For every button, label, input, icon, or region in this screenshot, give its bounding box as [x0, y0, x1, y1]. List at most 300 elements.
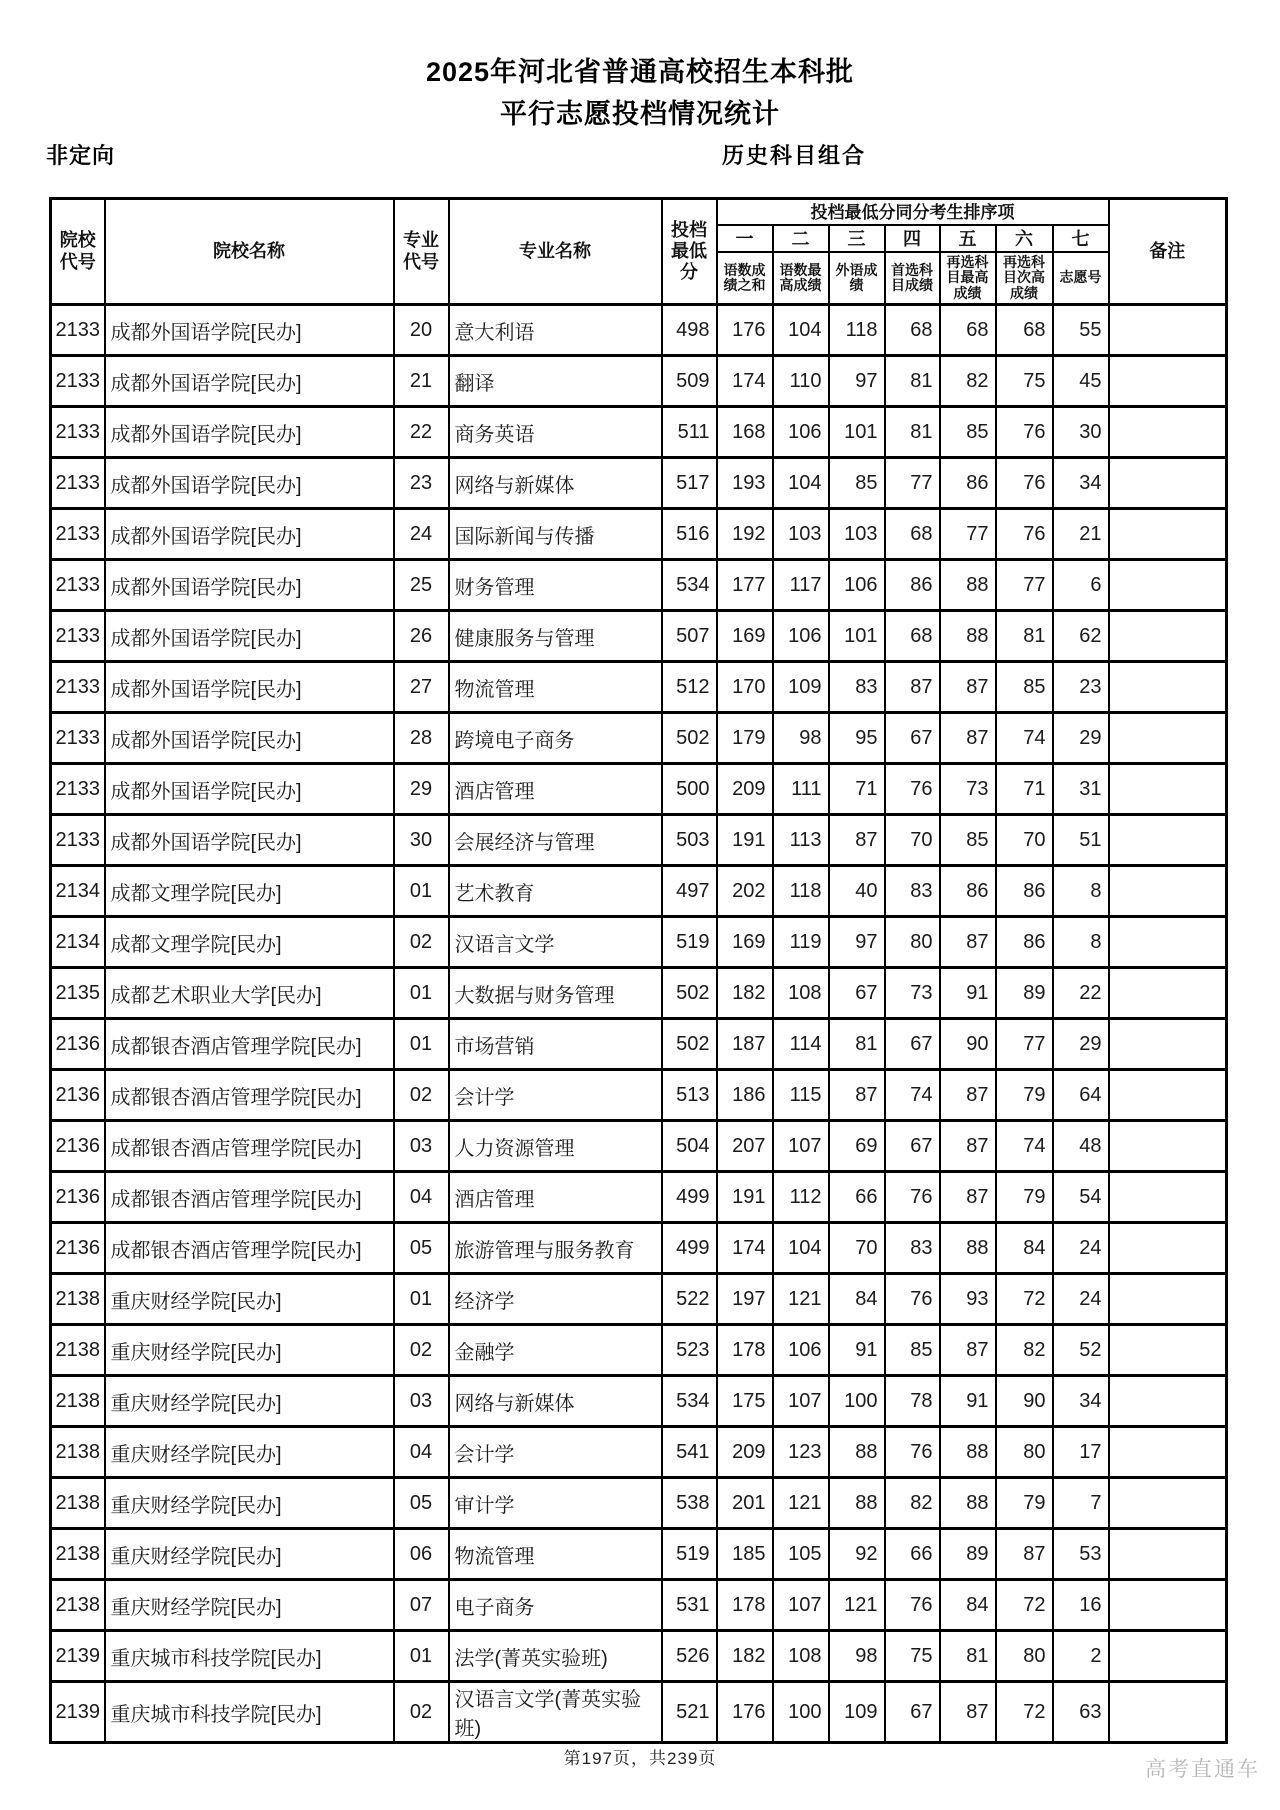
cell-major-code: 26 [394, 611, 449, 662]
header-ordinal-7: 七 [1053, 225, 1109, 252]
cell-college-code: 2134 [51, 917, 105, 968]
table-row [51, 1121, 1227, 1172]
cell-major-code: 01 [394, 1019, 449, 1070]
table-row [51, 1478, 1227, 1529]
admission-table [49, 197, 1228, 1744]
cell-tiebreak-7: 55 [1053, 305, 1109, 356]
cell-tiebreak-3: 88 [829, 1478, 885, 1529]
cell-major-name: 汉语言文学 [449, 917, 662, 968]
cell-tiebreak-5: 87 [940, 1325, 996, 1376]
cell-min-score: 504 [662, 1121, 717, 1172]
header-tiebreak-7: 志愿号 [1053, 252, 1109, 305]
cell-min-score: 519 [662, 917, 717, 968]
cell-tiebreak-7: 8 [1053, 866, 1109, 917]
cell-tiebreak-2: 121 [773, 1274, 829, 1325]
cell-min-score: 502 [662, 713, 717, 764]
cell-major-name: 跨境电子商务 [449, 713, 662, 764]
cell-tiebreak-5: 85 [940, 815, 996, 866]
cell-tiebreak-6: 79 [996, 1172, 1053, 1223]
cell-tiebreak-1: 182 [717, 1631, 773, 1682]
cell-tiebreak-2: 119 [773, 917, 829, 968]
cell-tiebreak-3: 106 [829, 560, 885, 611]
cell-remark [1109, 509, 1227, 560]
header-tiebreak-6: 再选科目次高成绩 [996, 252, 1053, 305]
cell-tiebreak-4: 76 [885, 764, 940, 815]
cell-college-name: 重庆财经学院[民办] [105, 1529, 394, 1580]
header-tiebreak-1: 语数成绩之和 [717, 252, 773, 305]
cell-college-code: 2133 [51, 662, 105, 713]
cell-college-name: 成都艺术职业大学[民办] [105, 968, 394, 1019]
cell-min-score: 511 [662, 407, 717, 458]
cell-tiebreak-2: 113 [773, 815, 829, 866]
cell-min-score: 499 [662, 1223, 717, 1274]
table-row [51, 1427, 1227, 1478]
cell-tiebreak-4: 78 [885, 1376, 940, 1427]
cell-tiebreak-4: 76 [885, 1427, 940, 1478]
cell-tiebreak-2: 108 [773, 968, 829, 1019]
table-body [51, 305, 1227, 1743]
cell-tiebreak-2: 109 [773, 662, 829, 713]
cell-tiebreak-7: 8 [1053, 917, 1109, 968]
cell-college-name: 重庆财经学院[民办] [105, 1478, 394, 1529]
table-row [51, 1223, 1227, 1274]
cell-tiebreak-5: 87 [940, 662, 996, 713]
cell-major-code: 01 [394, 1631, 449, 1682]
cell-min-score: 512 [662, 662, 717, 713]
cell-tiebreak-6: 79 [996, 1478, 1053, 1529]
table-row [51, 560, 1227, 611]
cell-tiebreak-4: 80 [885, 917, 940, 968]
cell-college-code: 2136 [51, 1172, 105, 1223]
cell-major-name: 商务英语 [449, 407, 662, 458]
cell-tiebreak-1: 209 [717, 1427, 773, 1478]
cell-tiebreak-3: 81 [829, 1019, 885, 1070]
cell-tiebreak-1: 182 [717, 968, 773, 1019]
table-row [51, 662, 1227, 713]
cell-tiebreak-2: 104 [773, 458, 829, 509]
cell-tiebreak-7: 64 [1053, 1070, 1109, 1121]
cell-tiebreak-7: 48 [1053, 1121, 1109, 1172]
header-major-code: 专业代号 [394, 199, 449, 305]
cell-tiebreak-6: 80 [996, 1631, 1053, 1682]
cell-tiebreak-7: 31 [1053, 764, 1109, 815]
cell-college-name: 成都文理学院[民办] [105, 866, 394, 917]
cell-major-name: 法学(菁英实验班) [449, 1631, 662, 1682]
cell-min-score: 498 [662, 305, 717, 356]
cell-tiebreak-7: 62 [1053, 611, 1109, 662]
cell-tiebreak-5: 91 [940, 968, 996, 1019]
cell-major-code: 20 [394, 305, 449, 356]
cell-tiebreak-3: 98 [829, 1631, 885, 1682]
page-title-line2: 平行志愿投档情况统计 [500, 99, 780, 129]
cell-min-score: 507 [662, 611, 717, 662]
header-tiebreak-3: 外语成绩 [829, 252, 885, 305]
cell-major-code: 04 [394, 1427, 449, 1478]
cell-remark [1109, 968, 1227, 1019]
cell-tiebreak-6: 81 [996, 611, 1053, 662]
cell-major-name: 金融学 [449, 1325, 662, 1376]
cell-college-code: 2138 [51, 1427, 105, 1478]
cell-tiebreak-6: 72 [996, 1580, 1053, 1631]
cell-major-code: 02 [394, 1070, 449, 1121]
cell-college-code: 2133 [51, 611, 105, 662]
cell-tiebreak-6: 86 [996, 917, 1053, 968]
cell-tiebreak-6: 75 [996, 356, 1053, 407]
table-row [51, 764, 1227, 815]
cell-tiebreak-5: 85 [940, 407, 996, 458]
cell-tiebreak-1: 169 [717, 611, 773, 662]
cell-tiebreak-3: 92 [829, 1529, 885, 1580]
cell-remark [1109, 866, 1227, 917]
cell-tiebreak-4: 68 [885, 509, 940, 560]
cell-tiebreak-6: 82 [996, 1325, 1053, 1376]
cell-college-name: 重庆城市科技学院[民办] [105, 1682, 394, 1743]
cell-min-score: 499 [662, 1172, 717, 1223]
cell-tiebreak-3: 87 [829, 1070, 885, 1121]
cell-tiebreak-2: 123 [773, 1427, 829, 1478]
cell-tiebreak-3: 84 [829, 1274, 885, 1325]
cell-major-code: 06 [394, 1529, 449, 1580]
cell-major-code: 27 [394, 662, 449, 713]
cell-major-name: 艺术教育 [449, 866, 662, 917]
cell-tiebreak-5: 89 [940, 1529, 996, 1580]
cell-remark [1109, 1121, 1227, 1172]
cell-major-code: 07 [394, 1580, 449, 1631]
cell-remark [1109, 1631, 1227, 1682]
cell-tiebreak-6: 72 [996, 1682, 1053, 1743]
cell-remark [1109, 917, 1227, 968]
cell-tiebreak-6: 79 [996, 1070, 1053, 1121]
cell-tiebreak-7: 24 [1053, 1223, 1109, 1274]
cell-tiebreak-1: 192 [717, 509, 773, 560]
table-row [51, 458, 1227, 509]
cell-college-code: 2133 [51, 764, 105, 815]
cell-tiebreak-3: 97 [829, 356, 885, 407]
cell-major-name: 电子商务 [449, 1580, 662, 1631]
cell-college-name: 重庆财经学院[民办] [105, 1274, 394, 1325]
cell-min-score: 509 [662, 356, 717, 407]
cell-tiebreak-5: 88 [940, 1223, 996, 1274]
cell-tiebreak-1: 174 [717, 1223, 773, 1274]
cell-major-name: 健康服务与管理 [449, 611, 662, 662]
cell-tiebreak-3: 69 [829, 1121, 885, 1172]
cell-tiebreak-5: 88 [940, 1478, 996, 1529]
cell-tiebreak-4: 76 [885, 1580, 940, 1631]
header-major-name: 专业名称 [449, 199, 662, 305]
cell-college-name: 成都外国语学院[民办] [105, 764, 394, 815]
cell-min-score: 538 [662, 1478, 717, 1529]
cell-tiebreak-5: 87 [940, 917, 996, 968]
cell-tiebreak-2: 103 [773, 509, 829, 560]
cell-tiebreak-2: 112 [773, 1172, 829, 1223]
cell-tiebreak-6: 70 [996, 815, 1053, 866]
cell-major-name: 意大利语 [449, 305, 662, 356]
cell-major-code: 28 [394, 713, 449, 764]
cell-min-score: 526 [662, 1631, 717, 1682]
cell-tiebreak-1: 201 [717, 1478, 773, 1529]
cell-tiebreak-1: 169 [717, 917, 773, 968]
cell-tiebreak-1: 178 [717, 1325, 773, 1376]
cell-tiebreak-7: 24 [1053, 1274, 1109, 1325]
cell-tiebreak-2: 115 [773, 1070, 829, 1121]
cell-college-code: 2138 [51, 1376, 105, 1427]
cell-min-score: 513 [662, 1070, 717, 1121]
cell-college-code: 2133 [51, 815, 105, 866]
cell-tiebreak-5: 88 [940, 560, 996, 611]
cell-tiebreak-5: 87 [940, 1172, 996, 1223]
cell-tiebreak-7: 52 [1053, 1325, 1109, 1376]
cell-tiebreak-5: 86 [940, 866, 996, 917]
cell-tiebreak-5: 88 [940, 611, 996, 662]
cell-college-code: 2136 [51, 1121, 105, 1172]
cell-tiebreak-6: 77 [996, 560, 1053, 611]
cell-tiebreak-6: 80 [996, 1427, 1053, 1478]
cell-min-score: 497 [662, 866, 717, 917]
cell-tiebreak-7: 30 [1053, 407, 1109, 458]
cell-tiebreak-1: 209 [717, 764, 773, 815]
table-row [51, 1019, 1227, 1070]
cell-tiebreak-1: 186 [717, 1070, 773, 1121]
cell-tiebreak-2: 98 [773, 713, 829, 764]
cell-remark [1109, 1070, 1227, 1121]
cell-college-code: 2138 [51, 1325, 105, 1376]
cell-college-name: 成都银杏酒店管理学院[民办] [105, 1121, 394, 1172]
cell-tiebreak-2: 121 [773, 1478, 829, 1529]
cell-tiebreak-2: 106 [773, 611, 829, 662]
header-college-name: 院校名称 [105, 199, 394, 305]
cell-college-name: 成都外国语学院[民办] [105, 509, 394, 560]
cell-major-code: 01 [394, 1274, 449, 1325]
table-row [51, 1172, 1227, 1223]
cell-college-name: 重庆城市科技学院[民办] [105, 1631, 394, 1682]
cell-min-score: 502 [662, 968, 717, 1019]
cell-tiebreak-1: 170 [717, 662, 773, 713]
cell-min-score: 500 [662, 764, 717, 815]
cell-college-code: 2139 [51, 1682, 105, 1743]
cell-major-code: 04 [394, 1172, 449, 1223]
cell-tiebreak-5: 82 [940, 356, 996, 407]
cell-tiebreak-4: 68 [885, 305, 940, 356]
cell-major-code: 02 [394, 1325, 449, 1376]
cell-remark [1109, 1376, 1227, 1427]
cell-tiebreak-7: 29 [1053, 1019, 1109, 1070]
cell-tiebreak-7: 34 [1053, 458, 1109, 509]
cell-college-name: 成都文理学院[民办] [105, 917, 394, 968]
page-title-line1: 2025年河北省普通高校招生本科批 [425, 57, 855, 87]
cell-tiebreak-3: 87 [829, 815, 885, 866]
cell-tiebreak-4: 68 [885, 611, 940, 662]
cell-tiebreak-2: 114 [773, 1019, 829, 1070]
cell-tiebreak-1: 176 [717, 1682, 773, 1743]
cell-remark [1109, 1580, 1227, 1631]
cell-tiebreak-3: 91 [829, 1325, 885, 1376]
cell-tiebreak-4: 66 [885, 1529, 940, 1580]
cell-major-name: 人力资源管理 [449, 1121, 662, 1172]
cell-tiebreak-5: 87 [940, 1070, 996, 1121]
cell-tiebreak-4: 73 [885, 968, 940, 1019]
cell-college-code: 2138 [51, 1529, 105, 1580]
cell-tiebreak-3: 101 [829, 611, 885, 662]
cell-major-name: 翻译 [449, 356, 662, 407]
cell-tiebreak-1: 176 [717, 305, 773, 356]
table-header [51, 199, 1227, 305]
cell-tiebreak-3: 71 [829, 764, 885, 815]
cell-college-name: 成都银杏酒店管理学院[民办] [105, 1019, 394, 1070]
cell-major-code: 29 [394, 764, 449, 815]
cell-remark [1109, 1427, 1227, 1478]
table-row [51, 509, 1227, 560]
cell-tiebreak-3: 88 [829, 1427, 885, 1478]
cell-major-code: 23 [394, 458, 449, 509]
header-tiebreak-group: 投档最低分同分考生排序项 [717, 199, 1109, 226]
cell-tiebreak-4: 83 [885, 866, 940, 917]
cell-college-code: 2133 [51, 305, 105, 356]
cell-tiebreak-7: 17 [1053, 1427, 1109, 1478]
cell-major-name: 国际新闻与传播 [449, 509, 662, 560]
cell-tiebreak-3: 40 [829, 866, 885, 917]
cell-tiebreak-2: 111 [773, 764, 829, 815]
cell-tiebreak-3: 85 [829, 458, 885, 509]
cell-major-name: 酒店管理 [449, 1172, 662, 1223]
cell-major-name: 网络与新媒体 [449, 1376, 662, 1427]
cell-min-score: 531 [662, 1580, 717, 1631]
cell-major-name: 物流管理 [449, 662, 662, 713]
cell-major-code: 03 [394, 1121, 449, 1172]
header-ordinal-3: 三 [829, 225, 885, 252]
cell-tiebreak-1: 174 [717, 356, 773, 407]
cell-college-name: 成都外国语学院[民办] [105, 356, 394, 407]
cell-tiebreak-4: 67 [885, 1682, 940, 1743]
cell-tiebreak-4: 83 [885, 1223, 940, 1274]
header-remark: 备注 [1109, 199, 1227, 305]
cell-college-code: 2136 [51, 1070, 105, 1121]
cell-tiebreak-7: 7 [1053, 1478, 1109, 1529]
cell-major-name: 物流管理 [449, 1529, 662, 1580]
cell-tiebreak-1: 202 [717, 866, 773, 917]
cell-remark [1109, 764, 1227, 815]
cell-tiebreak-1: 207 [717, 1121, 773, 1172]
cell-tiebreak-2: 110 [773, 356, 829, 407]
cell-major-code: 03 [394, 1376, 449, 1427]
cell-college-code: 2133 [51, 560, 105, 611]
cell-tiebreak-1: 191 [717, 1172, 773, 1223]
cell-college-name: 重庆财经学院[民办] [105, 1580, 394, 1631]
cell-tiebreak-5: 84 [940, 1580, 996, 1631]
cell-tiebreak-4: 87 [885, 662, 940, 713]
cell-tiebreak-7: 22 [1053, 968, 1109, 1019]
cell-tiebreak-1: 177 [717, 560, 773, 611]
cell-tiebreak-6: 71 [996, 764, 1053, 815]
cell-tiebreak-3: 97 [829, 917, 885, 968]
cell-tiebreak-7: 21 [1053, 509, 1109, 560]
table-row [51, 611, 1227, 662]
table-row [51, 305, 1227, 356]
cell-min-score: 503 [662, 815, 717, 866]
cell-tiebreak-1: 185 [717, 1529, 773, 1580]
cell-college-code: 2134 [51, 866, 105, 917]
cell-college-name: 成都外国语学院[民办] [105, 611, 394, 662]
cell-tiebreak-4: 74 [885, 1070, 940, 1121]
cell-major-name: 旅游管理与服务教育 [449, 1223, 662, 1274]
cell-min-score: 516 [662, 509, 717, 560]
table-row [51, 866, 1227, 917]
cell-tiebreak-4: 67 [885, 1121, 940, 1172]
cell-college-name: 成都外国语学院[民办] [105, 662, 394, 713]
cell-tiebreak-4: 67 [885, 713, 940, 764]
cell-major-code: 02 [394, 1682, 449, 1743]
cell-major-name: 大数据与财务管理 [449, 968, 662, 1019]
cell-remark [1109, 1172, 1227, 1223]
cell-tiebreak-5: 73 [940, 764, 996, 815]
cell-college-code: 2136 [51, 1223, 105, 1274]
page-number: 第197页，共239页 [563, 1749, 717, 1768]
table-row [51, 356, 1227, 407]
cell-college-name: 重庆财经学院[民办] [105, 1376, 394, 1427]
cell-min-score: 517 [662, 458, 717, 509]
cell-tiebreak-5: 86 [940, 458, 996, 509]
cell-college-name: 成都银杏酒店管理学院[民办] [105, 1223, 394, 1274]
cell-tiebreak-3: 109 [829, 1682, 885, 1743]
cell-tiebreak-5: 87 [940, 1121, 996, 1172]
cell-remark [1109, 356, 1227, 407]
cell-tiebreak-4: 67 [885, 1019, 940, 1070]
cell-tiebreak-1: 197 [717, 1274, 773, 1325]
cell-min-score: 519 [662, 1529, 717, 1580]
cell-major-name: 审计学 [449, 1478, 662, 1529]
cell-major-code: 01 [394, 866, 449, 917]
cell-tiebreak-2: 107 [773, 1121, 829, 1172]
cell-tiebreak-4: 75 [885, 1631, 940, 1682]
cell-major-name: 会展经济与管理 [449, 815, 662, 866]
cell-min-score: 541 [662, 1427, 717, 1478]
header-ordinal-1: 一 [717, 225, 773, 252]
cell-tiebreak-2: 118 [773, 866, 829, 917]
table-row [51, 1580, 1227, 1631]
cell-remark [1109, 458, 1227, 509]
header-tiebreak-4: 首选科目成绩 [885, 252, 940, 305]
cell-remark [1109, 1274, 1227, 1325]
label-non-directional: 非定向 [46, 143, 116, 168]
cell-major-name: 经济学 [449, 1274, 662, 1325]
header-tiebreak-5: 再选科目最高成绩 [940, 252, 996, 305]
cell-tiebreak-6: 68 [996, 305, 1053, 356]
cell-college-code: 2136 [51, 1019, 105, 1070]
cell-tiebreak-1: 187 [717, 1019, 773, 1070]
cell-min-score: 522 [662, 1274, 717, 1325]
cell-tiebreak-6: 74 [996, 713, 1053, 764]
cell-college-name: 重庆财经学院[民办] [105, 1325, 394, 1376]
table-row [51, 917, 1227, 968]
cell-tiebreak-1: 191 [717, 815, 773, 866]
cell-college-name: 成都银杏酒店管理学院[民办] [105, 1070, 394, 1121]
table-row [51, 713, 1227, 764]
cell-tiebreak-7: 53 [1053, 1529, 1109, 1580]
cell-tiebreak-5: 81 [940, 1631, 996, 1682]
cell-tiebreak-5: 77 [940, 509, 996, 560]
cell-major-code: 02 [394, 917, 449, 968]
cell-remark [1109, 1019, 1227, 1070]
cell-college-name: 重庆财经学院[民办] [105, 1427, 394, 1478]
table-row [51, 407, 1227, 458]
table-row [51, 1631, 1227, 1682]
cell-tiebreak-6: 89 [996, 968, 1053, 1019]
cell-major-name: 汉语言文学(菁英实验班) [449, 1682, 662, 1743]
cell-college-name: 成都外国语学院[民办] [105, 305, 394, 356]
cell-college-code: 2133 [51, 458, 105, 509]
cell-tiebreak-7: 29 [1053, 713, 1109, 764]
cell-tiebreak-2: 108 [773, 1631, 829, 1682]
cell-tiebreak-4: 76 [885, 1172, 940, 1223]
